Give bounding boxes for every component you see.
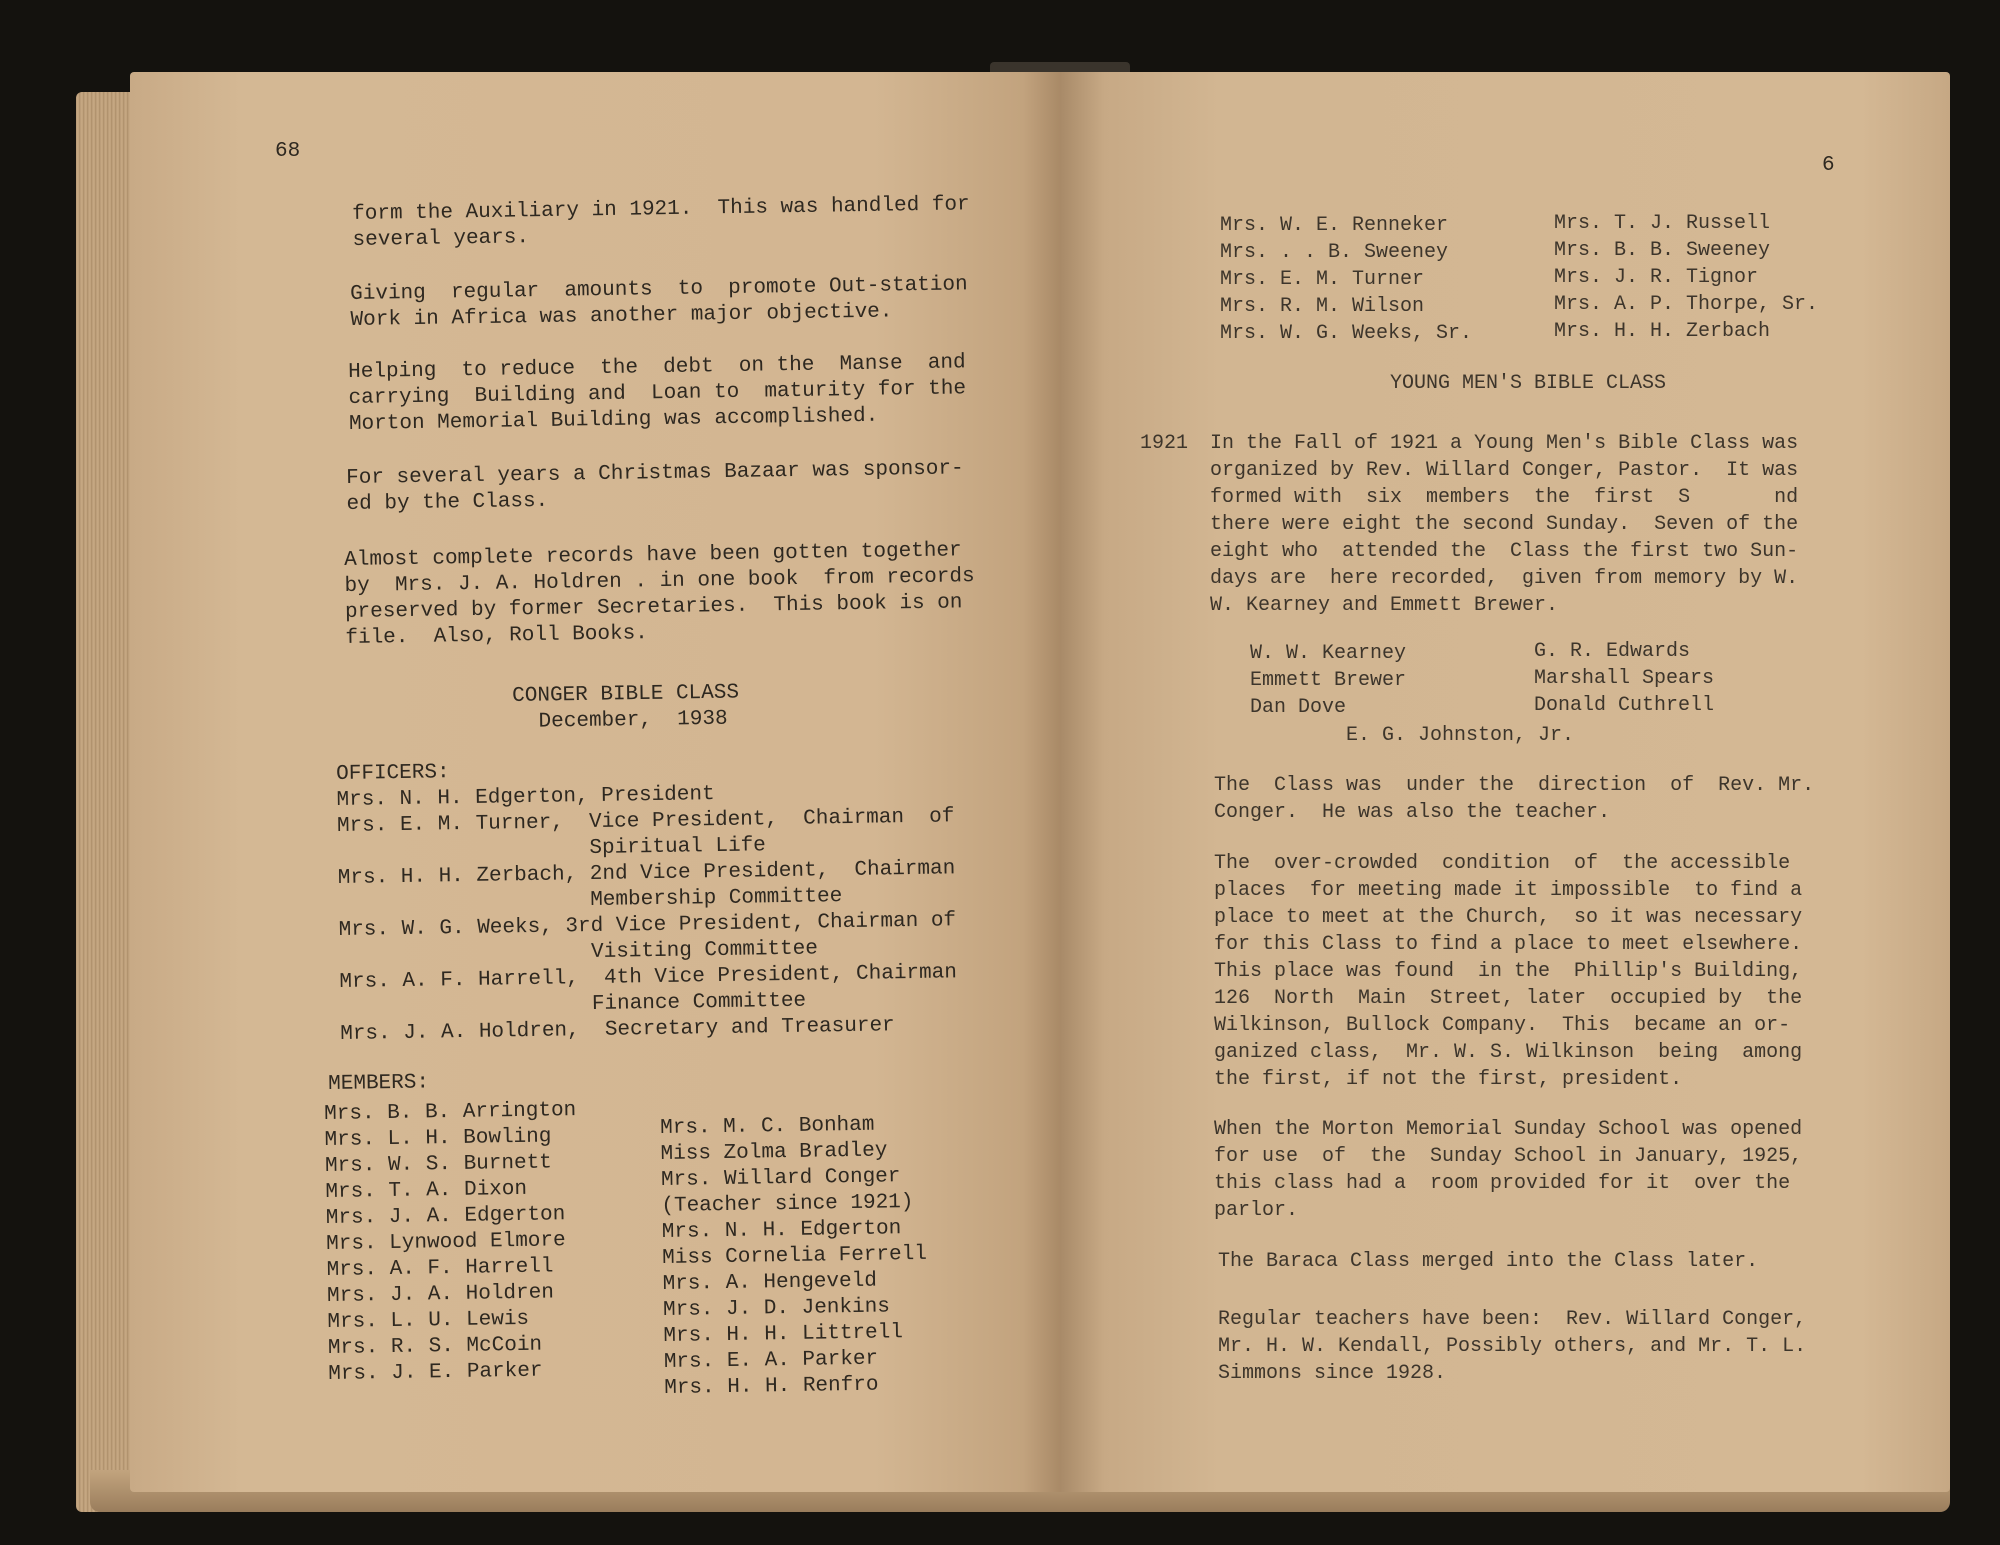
members-label: MEMBERS: — [328, 1071, 430, 1096]
officer-line: Spiritual Life — [337, 834, 767, 864]
text-line: there were eight the second Sunday. Seven of the — [1210, 513, 1799, 536]
officer-line: Finance Committee — [339, 989, 807, 1020]
text-line: Mr. H. W. Kendall, Possibly others, and Mr. T. L. — [1218, 1335, 1807, 1358]
officer-line: Mrs. E. M. Turner, Vice President, Chairman of — [336, 805, 955, 838]
text-line: form the Auxiliary in 1921. This was handled for — [352, 193, 970, 226]
member-name: Mrs. R. S. McCoin — [327, 1333, 543, 1360]
text-line: parlor. — [1214, 1199, 1299, 1222]
text-line: Giving regular amounts to promote Out-station — [350, 273, 968, 306]
text-line: When the Morton Memorial Sunday School was opened — [1214, 1118, 1803, 1141]
left-paragraph-4 — [346, 456, 964, 518]
member-name: Mrs. J. D. Jenkins — [662, 1295, 891, 1322]
member-name: Mrs. J. A. Holdren — [326, 1281, 555, 1308]
text-line: Work in Africa was another major objective. — [350, 300, 893, 332]
member-name: (Teacher since 1921) — [661, 1191, 914, 1218]
text-line: Simmons since 1928. — [1218, 1362, 1447, 1385]
member-name: Mrs. H. H. Zerbach — [1554, 320, 1771, 343]
officer-line: Mrs. A. F. Harrell, 4th Vice President, Chairman — [339, 961, 958, 994]
text-line: Regular teachers have been: Rev. Willard Conger, — [1218, 1308, 1807, 1331]
officer-line: Mrs. H. H. Zerbach, 2nd Vice President, Chairman — [337, 857, 956, 890]
member-name: Mrs. N. H. Edgerton — [661, 1217, 902, 1244]
section-heading: CONGER BIBLE CLASS — [512, 681, 740, 708]
text-line: for use of the Sunday School in January, 1925, — [1214, 1145, 1803, 1168]
member-name: Mrs. A. P. Thorpe, Sr. — [1554, 293, 1819, 316]
text-line: Conger. He was also the teacher. — [1214, 801, 1611, 824]
left-page — [130, 72, 1060, 1492]
text-line: 126 North Main Street, later occupied by the — [1214, 987, 1803, 1010]
text-line: organized by Rev. Willard Conger, Pastor. It was — [1210, 459, 1799, 482]
text-line: several years. — [352, 226, 530, 252]
text-line: In the Fall of 1921 a Young Men's Bible Class was — [1210, 432, 1799, 455]
member-name: Mrs. W. S. Burnett — [324, 1151, 553, 1178]
right-paragraph-5 — [1218, 1306, 1806, 1387]
member-name: Mrs. E. M. Turner — [1220, 268, 1425, 291]
member-name: Mrs. W. G. Weeks, Sr. — [1220, 322, 1473, 345]
names-column-1 — [1220, 212, 1472, 347]
officer-line: Mrs. J. A. Holdren, Secretary and Treasurer — [340, 1014, 895, 1046]
conger-heading-block — [512, 680, 740, 736]
text-line: place to meet at the Church, so it was necessary — [1214, 906, 1803, 929]
member-name: Mrs. T. J. Russell — [1554, 212, 1771, 235]
officer-line: Visiting Committee — [338, 937, 819, 968]
left-page-number: 68 — [275, 140, 301, 163]
right-page — [1060, 72, 1950, 1492]
left-paragraph-1 — [352, 192, 970, 254]
founder-name: Emmett Brewer — [1250, 669, 1407, 692]
text-line: Helping to reduce the debt on the Manse and — [348, 351, 966, 384]
text-line: The Class was under the direction of Rev. Mr. — [1214, 774, 1815, 797]
text-line: this class had a room provided for it over the — [1214, 1172, 1791, 1195]
member-name: Mrs. Willard Conger — [660, 1165, 901, 1192]
right-paragraph-3 — [1214, 1116, 1802, 1224]
book-page-edges — [76, 92, 136, 1512]
founders-column-2 — [1534, 638, 1714, 719]
text-line: W. Kearney and Emmett Brewer. — [1210, 594, 1559, 617]
member-name: Mrs. B. B. Arrington — [324, 1099, 577, 1126]
member-name: Mrs. A. Hengeveld — [662, 1269, 878, 1296]
founders-column-1 — [1250, 640, 1406, 721]
text-line: places for meeting made it impossible to find a — [1214, 879, 1803, 902]
names-column-2 — [1554, 210, 1818, 345]
member-name: Mrs. L. H. Bowling — [324, 1125, 552, 1152]
text-line: the first, if not the first, president. — [1214, 1068, 1683, 1091]
section-date: December, 1938 — [538, 707, 728, 734]
left-paragraph-5 — [344, 538, 976, 652]
member-name: Mrs. J. A. Edgerton — [325, 1203, 566, 1230]
text-line: for this Class to find a place to meet elsewhere. — [1214, 933, 1803, 956]
member-name: Miss Cornelia Ferrell — [662, 1242, 928, 1270]
member-name: Mrs. H. H. Renfro — [664, 1373, 879, 1400]
year-margin-note: 1921 — [1140, 432, 1189, 455]
officers-label: OFFICERS: — [336, 761, 450, 786]
text-line: The over-crowded condition of the accessible — [1214, 852, 1791, 875]
founder-name: Marshall Spears — [1534, 667, 1715, 690]
text-line: Almost complete records have been gotten together — [344, 539, 962, 572]
founder-name-last: E. G. Johnston, Jr. — [1346, 724, 1575, 747]
founder-name: Donald Cuthrell — [1534, 694, 1715, 717]
text-line: eight who attended the Class the first two Sun- — [1210, 540, 1799, 563]
right-paragraph-2 — [1214, 850, 1802, 1093]
member-name: Mrs. . . B. Sweeney — [1220, 241, 1449, 264]
member-name: Mrs. B. B. Sweeney — [1554, 239, 1771, 262]
member-name: Mrs. J. R. Tignor — [1554, 266, 1759, 289]
members-label-block — [328, 1070, 429, 1098]
text-line: Morton Memorial Building was accomplished. — [348, 404, 879, 436]
founder-name: Dan Dove — [1250, 696, 1347, 719]
text-line: file. Also, Roll Books. — [345, 622, 649, 650]
right-paragraph-4 — [1218, 1248, 1758, 1275]
members-column-2 — [660, 1112, 929, 1402]
text-line: This place was found in the Phillip's Building, — [1214, 960, 1803, 983]
officers-block — [336, 752, 958, 1048]
right-page-number: 6 — [1822, 154, 1835, 177]
text-line: formed with six members the first S nd — [1210, 486, 1799, 509]
officer-line: Mrs. W. G. Weeks, 3rd Vice President, Chairman of — [338, 909, 957, 942]
young-mens-heading: YOUNG MEN'S BIBLE CLASS — [1390, 372, 1667, 395]
member-name: Mrs. W. E. Renneker — [1220, 214, 1449, 237]
member-name: Mrs. E. A. Parker — [663, 1347, 879, 1374]
officer-line: Mrs. N. H. Edgerton, President — [336, 783, 715, 812]
text-line: ed by the Class. — [346, 489, 549, 516]
left-paragraph-3 — [348, 350, 967, 438]
officer-line: Membership Committee — [338, 885, 843, 916]
member-name: Mrs. R. M. Wilson — [1220, 295, 1425, 318]
text-line: by Mrs. J. A. Holdren . in one book from records — [344, 565, 975, 598]
founder-name: W. W. Kearney — [1250, 642, 1407, 665]
intro-paragraph — [1210, 430, 1798, 619]
right-paragraph-1 — [1214, 772, 1814, 826]
member-name: Mrs. Lynwood Elmore — [326, 1229, 566, 1256]
member-name: Mrs. L. U. Lewis — [327, 1307, 530, 1334]
member-name: Miss Zolma Bradley — [660, 1139, 888, 1166]
text-line: Wilkinson, Bullock Company. This became an or- — [1214, 1014, 1791, 1037]
left-paragraph-2 — [350, 272, 968, 334]
member-name: Mrs. T. A. Dixon — [325, 1177, 528, 1204]
text-line: days are here recorded, given from memory by W. — [1210, 567, 1799, 590]
text-line: The Baraca Class merged into the Class later. — [1218, 1250, 1759, 1273]
text-line: carrying Building and Loan to maturity for the — [348, 377, 967, 410]
member-name: Mrs. A. F. Harrell — [326, 1255, 554, 1282]
text-line: ganized class, Mr. W. S. Wilkinson being among — [1214, 1041, 1803, 1064]
member-name: Mrs. J. E. Parker — [328, 1359, 543, 1386]
member-name: Mrs. H. H. Littrell — [663, 1321, 904, 1348]
text-line: preserved by former Secretaries. This book is on — [344, 591, 963, 624]
members-column-1 — [324, 1098, 581, 1388]
member-name: Mrs. M. C. Bonham — [660, 1113, 875, 1140]
text-line: For several years a Christmas Bazaar was sponsor- — [346, 457, 964, 490]
founder-name: G. R. Edwards — [1534, 640, 1691, 663]
